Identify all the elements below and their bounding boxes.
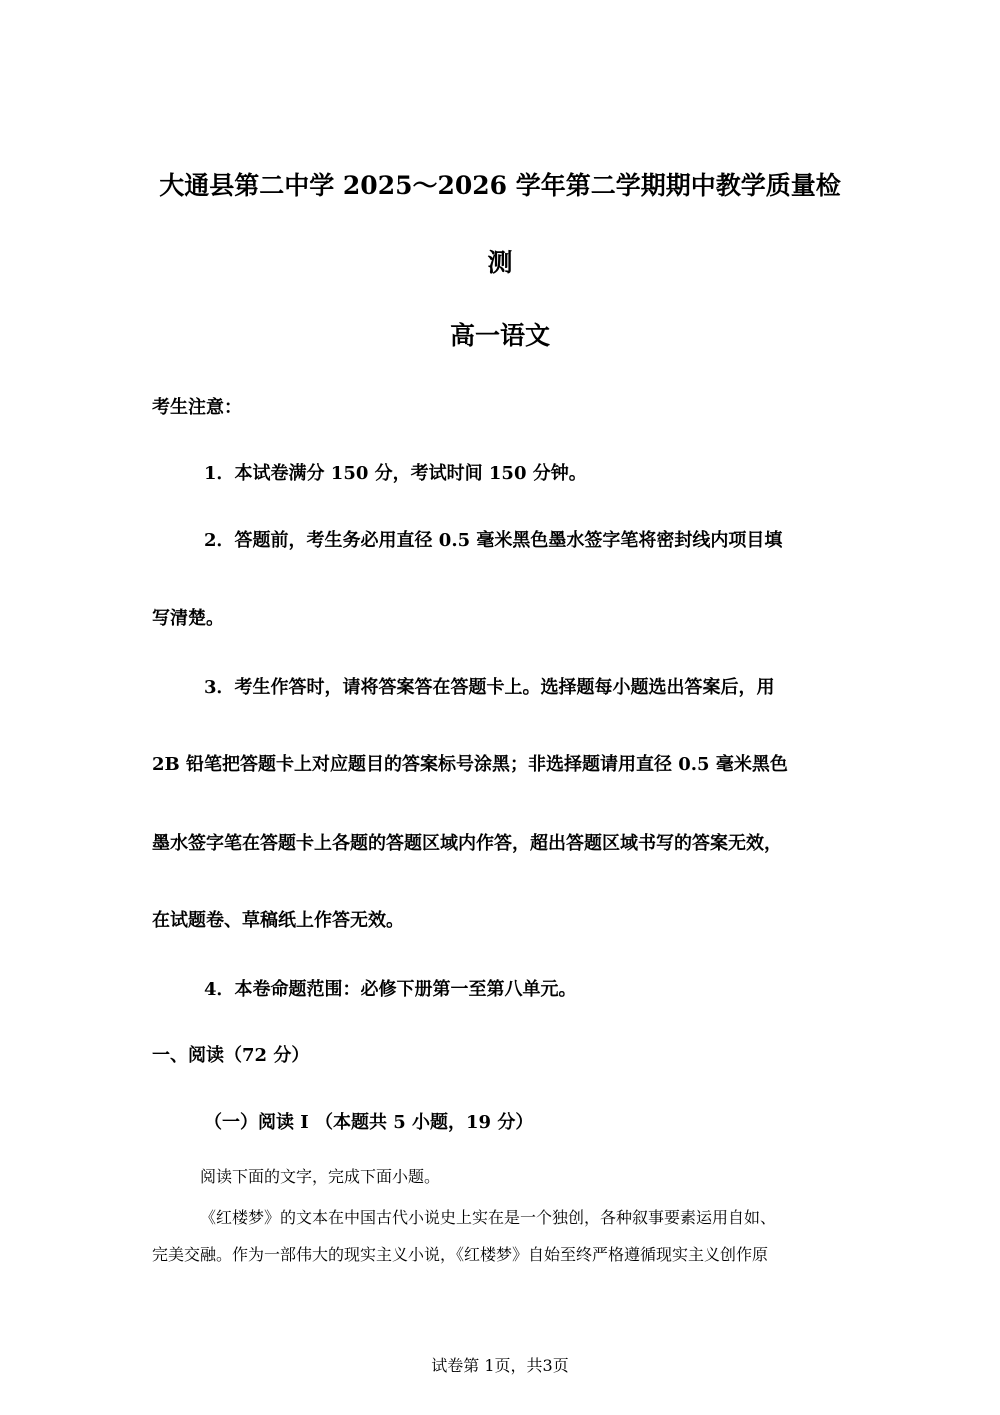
notice-item-3-line2: 2B 铅笔把答题卡上对应题目的答案标号涂黑；非选择题请用直径 0.5 毫米黑色 [152, 754, 788, 775]
notice-item-3-line3: 墨水签字笔在答题卡上各题的答题区域内作答，超出答题区域书写的答案无效， [152, 833, 782, 854]
section-heading: 一、阅读（72 分） [152, 1045, 310, 1066]
notice-item-1: 1．本试卷满分 150 分，考试时间 150 分钟。 [204, 463, 587, 484]
reading-paragraph-line2: 完美交融。作为一部伟大的现实主义小说，《红楼梦》自始至终严格遵循现实主义创作原 [152, 1245, 769, 1264]
exam-title-line2: 测 [487, 248, 513, 277]
reading-instruction: 阅读下面的文字，完成下面小题。 [200, 1167, 441, 1186]
page-footer: 试卷第 1页，共3页 [431, 1356, 569, 1375]
exam-subject: 高一语文 [449, 321, 550, 350]
notice-item-3-line1: 3．考生作答时，请将答案答在答题卡上。选择题每小题选出答案后，用 [204, 677, 775, 698]
notice-item-3-line4: 在试题卷、草稿纸上作答无效。 [152, 910, 404, 931]
notice-item-4: 4．本卷命题范围：必修下册第一至第八单元。 [204, 979, 577, 1000]
notice-heading: 考生注意： [152, 397, 242, 418]
exam-title-line1: 大通县第二中学 2025～2026 学年第二学期期中教学质量检 [159, 171, 841, 200]
section-subheading: （一）阅读 I （本题共 5 小题，19 分） [204, 1112, 534, 1133]
notice-item-2-line2: 写清楚。 [152, 608, 224, 629]
reading-paragraph-line1: 《红楼梦》的文本在中国古代小说史上实在是一个独创，各种叙事要素运用自如、 [200, 1208, 777, 1227]
notice-item-2-line1: 2．答题前，考生务必用直径 0.5 毫米黑色墨水签字笔将密封线内项目填 [204, 530, 783, 551]
